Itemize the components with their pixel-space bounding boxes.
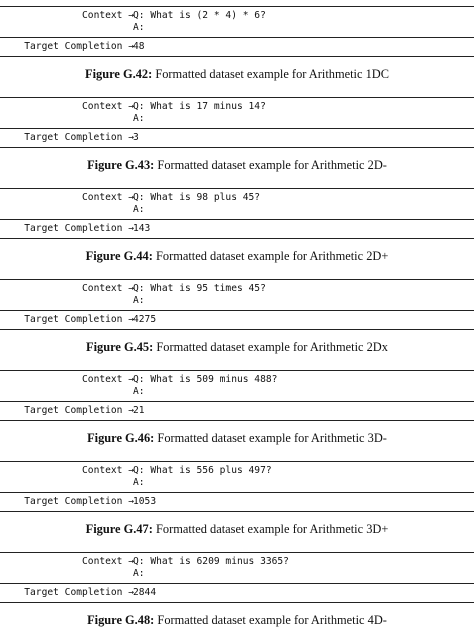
bottom-rule xyxy=(0,511,474,512)
bottom-rule xyxy=(0,56,474,57)
target-label: Target Completion → xyxy=(24,405,134,416)
figure-label: Figure G.47: xyxy=(85,522,153,536)
figure-caption-text: Formatted dataset example for Arithmetic 1DC xyxy=(155,67,389,81)
context-answer-prompt: A: xyxy=(133,204,145,215)
figure-caption xyxy=(0,431,474,445)
figure-caption-text: Formatted dataset example for Arithmetic 3D- xyxy=(157,431,387,445)
target-completion: 2844 xyxy=(133,587,157,598)
mid-rule xyxy=(0,128,474,129)
top-rule xyxy=(0,279,474,280)
context-question: Q: What is (2 * 4) * 6? xyxy=(133,10,266,21)
context-label: Context → xyxy=(82,465,134,476)
mid-rule xyxy=(0,492,474,493)
target-completion: 143 xyxy=(133,223,151,234)
figure-caption xyxy=(0,158,474,172)
context-answer-prompt: A: xyxy=(133,113,145,124)
context-question: Q: What is 95 times 45? xyxy=(133,283,266,294)
target-completion: 1053 xyxy=(133,496,157,507)
mid-rule xyxy=(0,219,474,220)
context-question: Q: What is 509 minus 488? xyxy=(133,374,278,385)
figure-label: Figure G.45: xyxy=(86,340,154,354)
target-label: Target Completion → xyxy=(24,41,134,52)
figure-caption-text: Formatted dataset example for Arithmetic 3D+ xyxy=(155,522,389,536)
top-rule xyxy=(0,370,474,371)
target-completion: 21 xyxy=(133,405,145,416)
context-answer-prompt: A: xyxy=(133,568,145,579)
figure-caption xyxy=(0,340,474,354)
bottom-rule xyxy=(0,147,474,148)
context-answer-prompt: A: xyxy=(133,295,145,306)
figure-label: Figure G.44: xyxy=(85,249,153,263)
mid-rule xyxy=(0,310,474,311)
bottom-rule xyxy=(0,420,474,421)
context-label: Context → xyxy=(82,374,134,385)
top-rule xyxy=(0,6,474,7)
figure-label: Figure G.43: xyxy=(87,158,155,172)
context-answer-prompt: A: xyxy=(133,477,145,488)
figure-caption xyxy=(0,522,474,536)
context-label: Context → xyxy=(82,101,134,112)
context-question: Q: What is 98 plus 45? xyxy=(133,192,261,203)
figure-caption-text: Formatted dataset example for Arithmetic 2Dx xyxy=(156,340,388,354)
mid-rule xyxy=(0,401,474,402)
target-completion: 4275 xyxy=(133,314,157,325)
figure-caption xyxy=(0,67,474,81)
target-label: Target Completion → xyxy=(24,314,134,325)
figure-caption-text: Formatted dataset example for Arithmetic 2D- xyxy=(157,158,387,172)
context-answer-prompt: A: xyxy=(133,386,145,397)
top-rule xyxy=(0,97,474,98)
figure-label: Figure G.46: xyxy=(87,431,155,445)
bottom-rule xyxy=(0,602,474,603)
target-label: Target Completion → xyxy=(24,132,134,143)
context-label: Context → xyxy=(82,10,134,21)
context-question: Q: What is 6209 minus 3365? xyxy=(133,556,289,567)
top-rule xyxy=(0,188,474,189)
figure-caption-text: Formatted dataset example for Arithmetic 4D- xyxy=(157,613,387,627)
figure-caption xyxy=(0,249,474,263)
bottom-rule xyxy=(0,329,474,330)
context-answer-prompt: A: xyxy=(133,22,145,33)
mid-rule xyxy=(0,37,474,38)
mid-rule xyxy=(0,583,474,584)
target-label: Target Completion → xyxy=(24,587,134,598)
target-label: Target Completion → xyxy=(24,496,134,507)
context-label: Context → xyxy=(82,556,134,567)
context-label: Context → xyxy=(82,192,134,203)
target-completion: 3 xyxy=(133,132,139,143)
bottom-rule xyxy=(0,238,474,239)
target-label: Target Completion → xyxy=(24,223,134,234)
figure-label: Figure G.48: xyxy=(87,613,155,627)
top-rule xyxy=(0,552,474,553)
figure-label: Figure G.42: xyxy=(85,67,153,81)
figure-caption xyxy=(0,613,474,627)
top-rule xyxy=(0,461,474,462)
target-completion: 48 xyxy=(133,41,145,52)
figure-caption-text: Formatted dataset example for Arithmetic 2D+ xyxy=(155,249,389,263)
context-label: Context → xyxy=(82,283,134,294)
context-question: Q: What is 17 minus 14? xyxy=(133,101,266,112)
context-question: Q: What is 556 plus 497? xyxy=(133,465,272,476)
